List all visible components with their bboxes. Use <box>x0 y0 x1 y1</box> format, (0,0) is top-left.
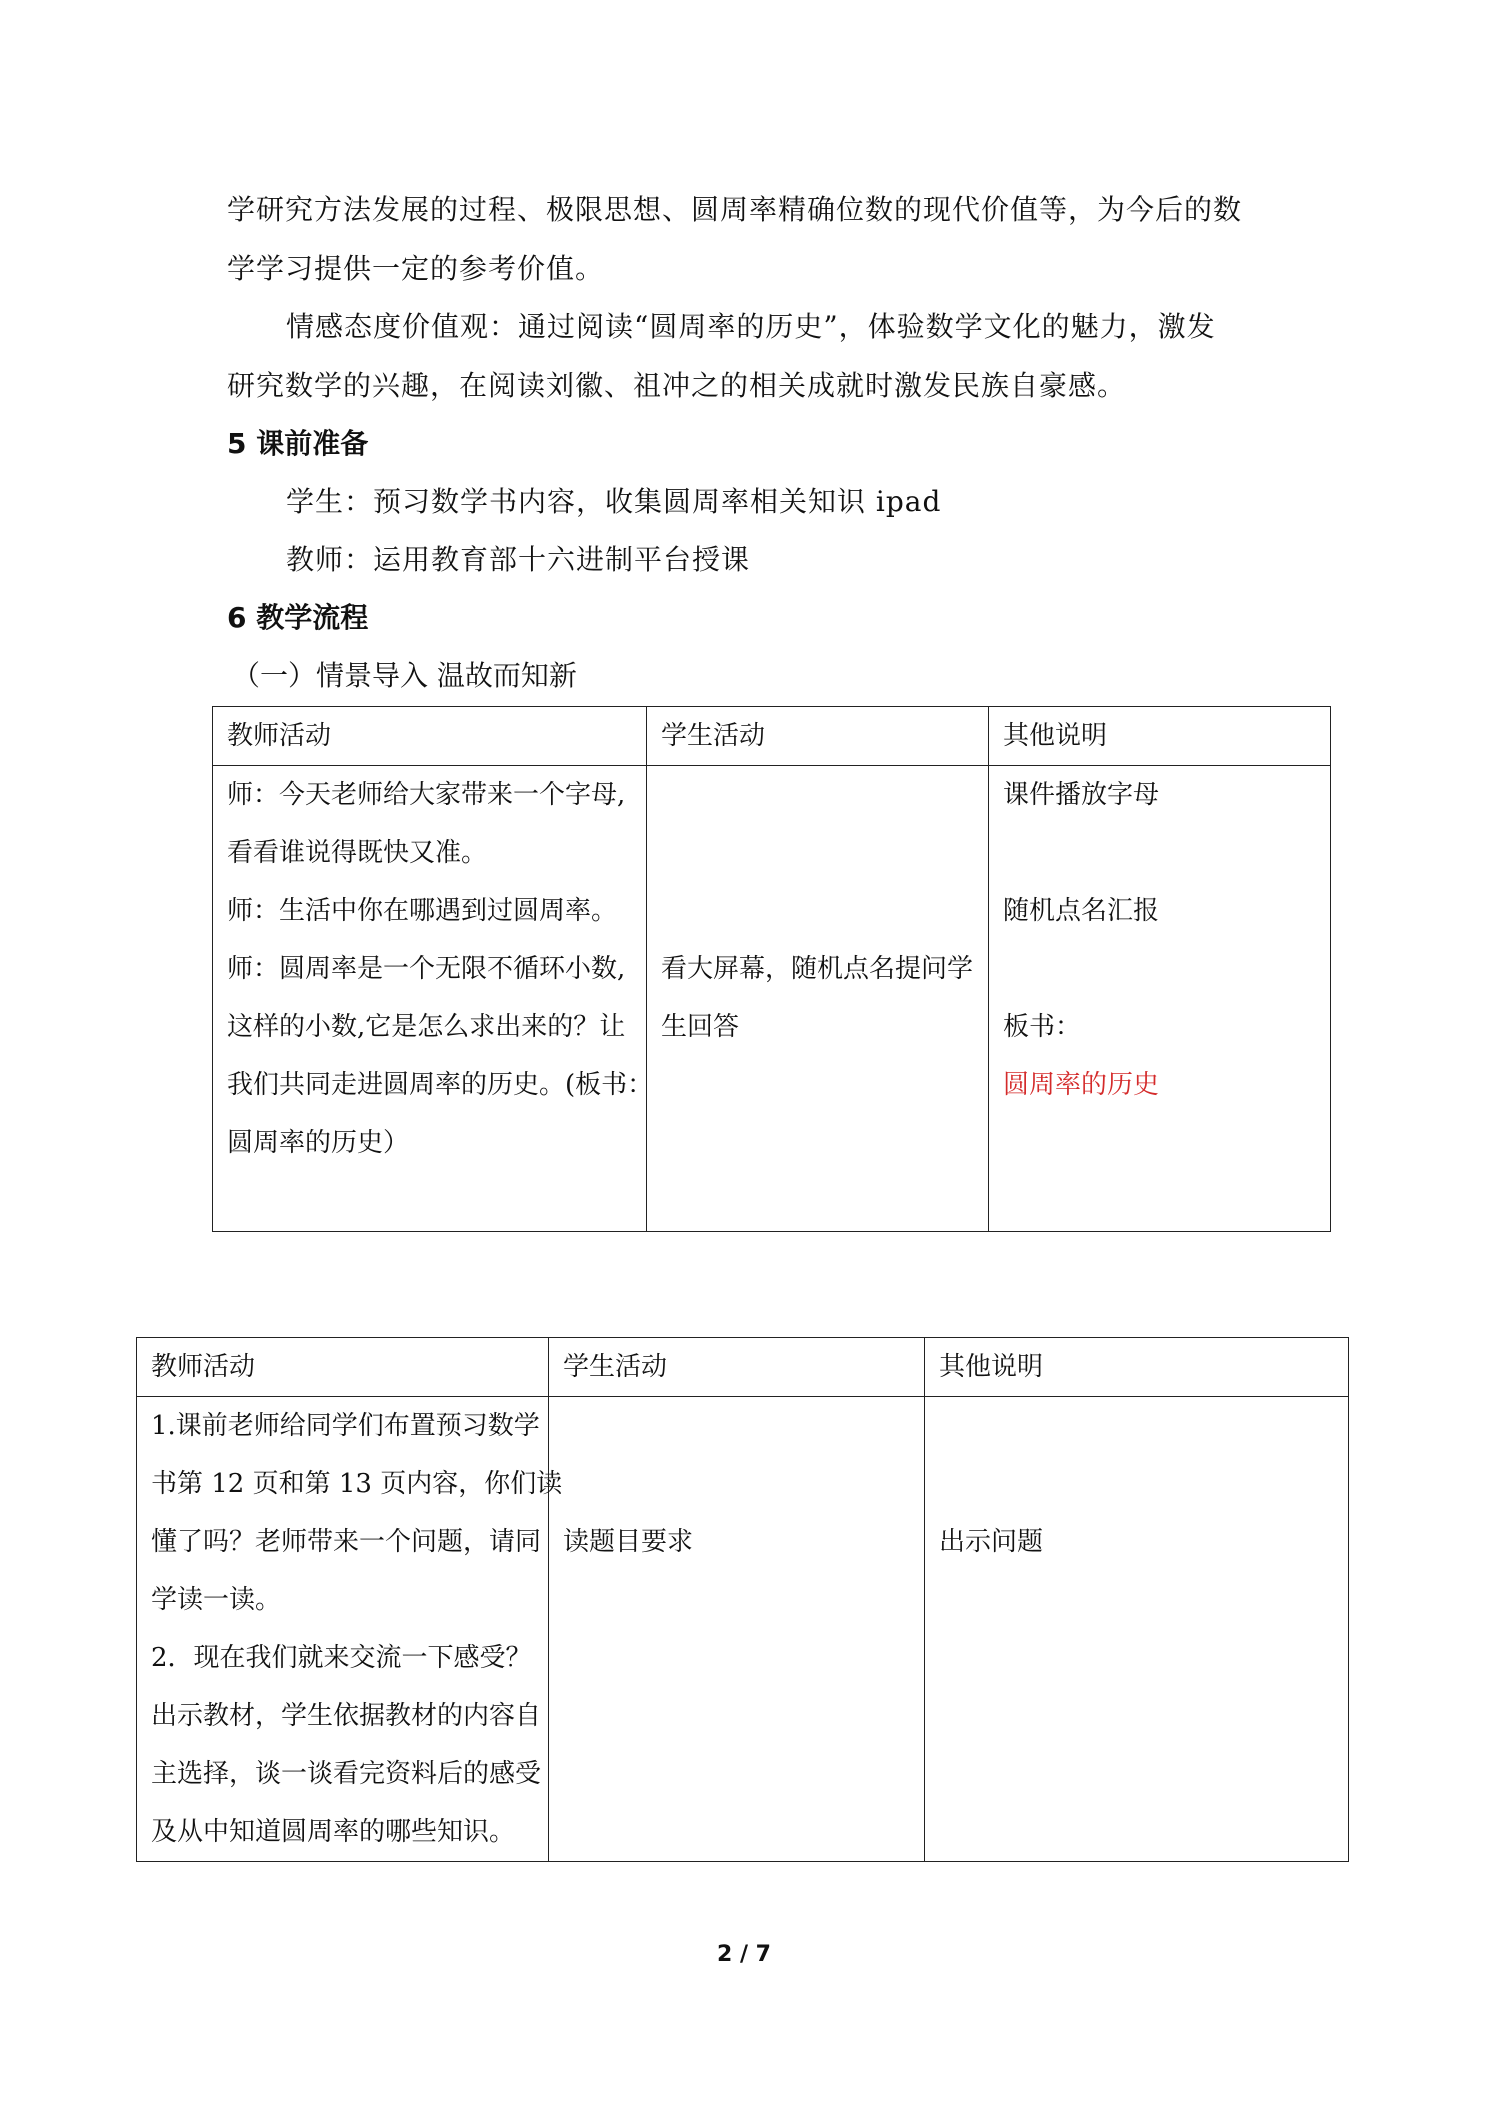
section-5-heading: 5 课前准备 <box>227 427 369 460</box>
header-other-notes: 其他说明 <box>989 707 1331 766</box>
student-line: 看大屏幕，随机点名提问学 <box>661 954 974 984</box>
intro-line-2: 学学习提供一定的参考价值。 <box>227 252 605 285</box>
prep-student: 学生：预习数学书内容，收集圆周率相关知识 ipad <box>286 485 942 518</box>
teacher-line: 及从中知道圆周率的哪些知识。 <box>151 1817 516 1847</box>
note-line: 出示问题 <box>939 1527 1044 1557</box>
teacher-line: 懂了吗？老师带来一个问题，请同 <box>151 1527 542 1557</box>
page-number: 2 / 7 <box>717 1942 771 1967</box>
teacher-line: 学读一读。 <box>151 1585 282 1615</box>
flow-table-2 <box>136 1337 1349 1862</box>
teacher-line: 师：今天老师给大家带来一个字母, <box>227 780 626 810</box>
section-6-heading: 6 教学流程 <box>227 601 369 634</box>
subsection-1-title: （一）情景导入 温故而知新 <box>232 659 577 692</box>
intro-line-1: 学研究方法发展的过程、极限思想、圆周率精确位数的现代价值等，为今后的数 <box>227 193 1243 226</box>
teacher-line: 主选择，谈一谈看完资料后的感受 <box>151 1759 542 1789</box>
board-title-note: 圆周率的历史 <box>1003 1070 1160 1100</box>
student-line: 生回答 <box>661 1012 740 1042</box>
student-line: 读题目要求 <box>563 1527 694 1557</box>
header-student-activity: 学生活动 <box>549 1338 925 1397</box>
student-activity-cell <box>647 766 989 1232</box>
note-line: 课件播放字母 <box>1003 780 1160 810</box>
student-activity-cell <box>549 1397 925 1862</box>
teacher-line: 师：圆周率是一个无限不循环小数, <box>227 954 626 984</box>
table-header-row <box>213 707 1331 766</box>
table-header-row <box>137 1338 1349 1397</box>
teacher-line: 出示教材，学生依据教材的内容自 <box>151 1701 542 1731</box>
intro-line-4: 研究数学的兴趣，在阅读刘徽、祖冲之的相关成就时激发民族自豪感。 <box>227 369 1127 402</box>
header-teacher-activity: 教师活动 <box>213 707 647 766</box>
table-row <box>213 766 1331 1232</box>
teacher-line: 1.课前老师给同学们布置预习数学 <box>151 1411 540 1441</box>
header-teacher-activity: 教师活动 <box>137 1338 549 1397</box>
teacher-activity-cell <box>213 766 654 1232</box>
other-notes-cell <box>925 1397 1349 1862</box>
table-row <box>137 1397 1349 1862</box>
teacher-line: 师：生活中你在哪遇到过圆周率。 <box>227 896 618 926</box>
teacher-line: 书第 12 页和第 13 页内容，你们读 <box>151 1469 563 1499</box>
teacher-line: 这样的小数,它是怎么求出来的？让 <box>227 1012 626 1042</box>
header-other-notes: 其他说明 <box>925 1338 1349 1397</box>
teacher-line: 圆周率的历史） <box>227 1128 410 1158</box>
prep-teacher: 教师：运用教育部十六进制平台授课 <box>286 543 751 576</box>
flow-table-1 <box>212 706 1331 1232</box>
header-student-activity: 学生活动 <box>647 707 989 766</box>
teacher-line: 看看谁说得既快又准。 <box>227 838 488 868</box>
teacher-activity-cell <box>137 1397 563 1862</box>
note-line: 随机点名汇报 <box>1003 896 1160 926</box>
other-notes-cell <box>989 766 1331 1232</box>
intro-line-3: 情感态度价值观：通过阅读“圆周率的历史”，体验数学文化的魅力，激发 <box>286 310 1216 343</box>
teacher-line: 我们共同走进圆周率的历史。(板书： <box>227 1070 654 1100</box>
note-line: 板书： <box>1003 1012 1082 1042</box>
teacher-line: 2．现在我们就来交流一下感受？ <box>151 1643 532 1673</box>
